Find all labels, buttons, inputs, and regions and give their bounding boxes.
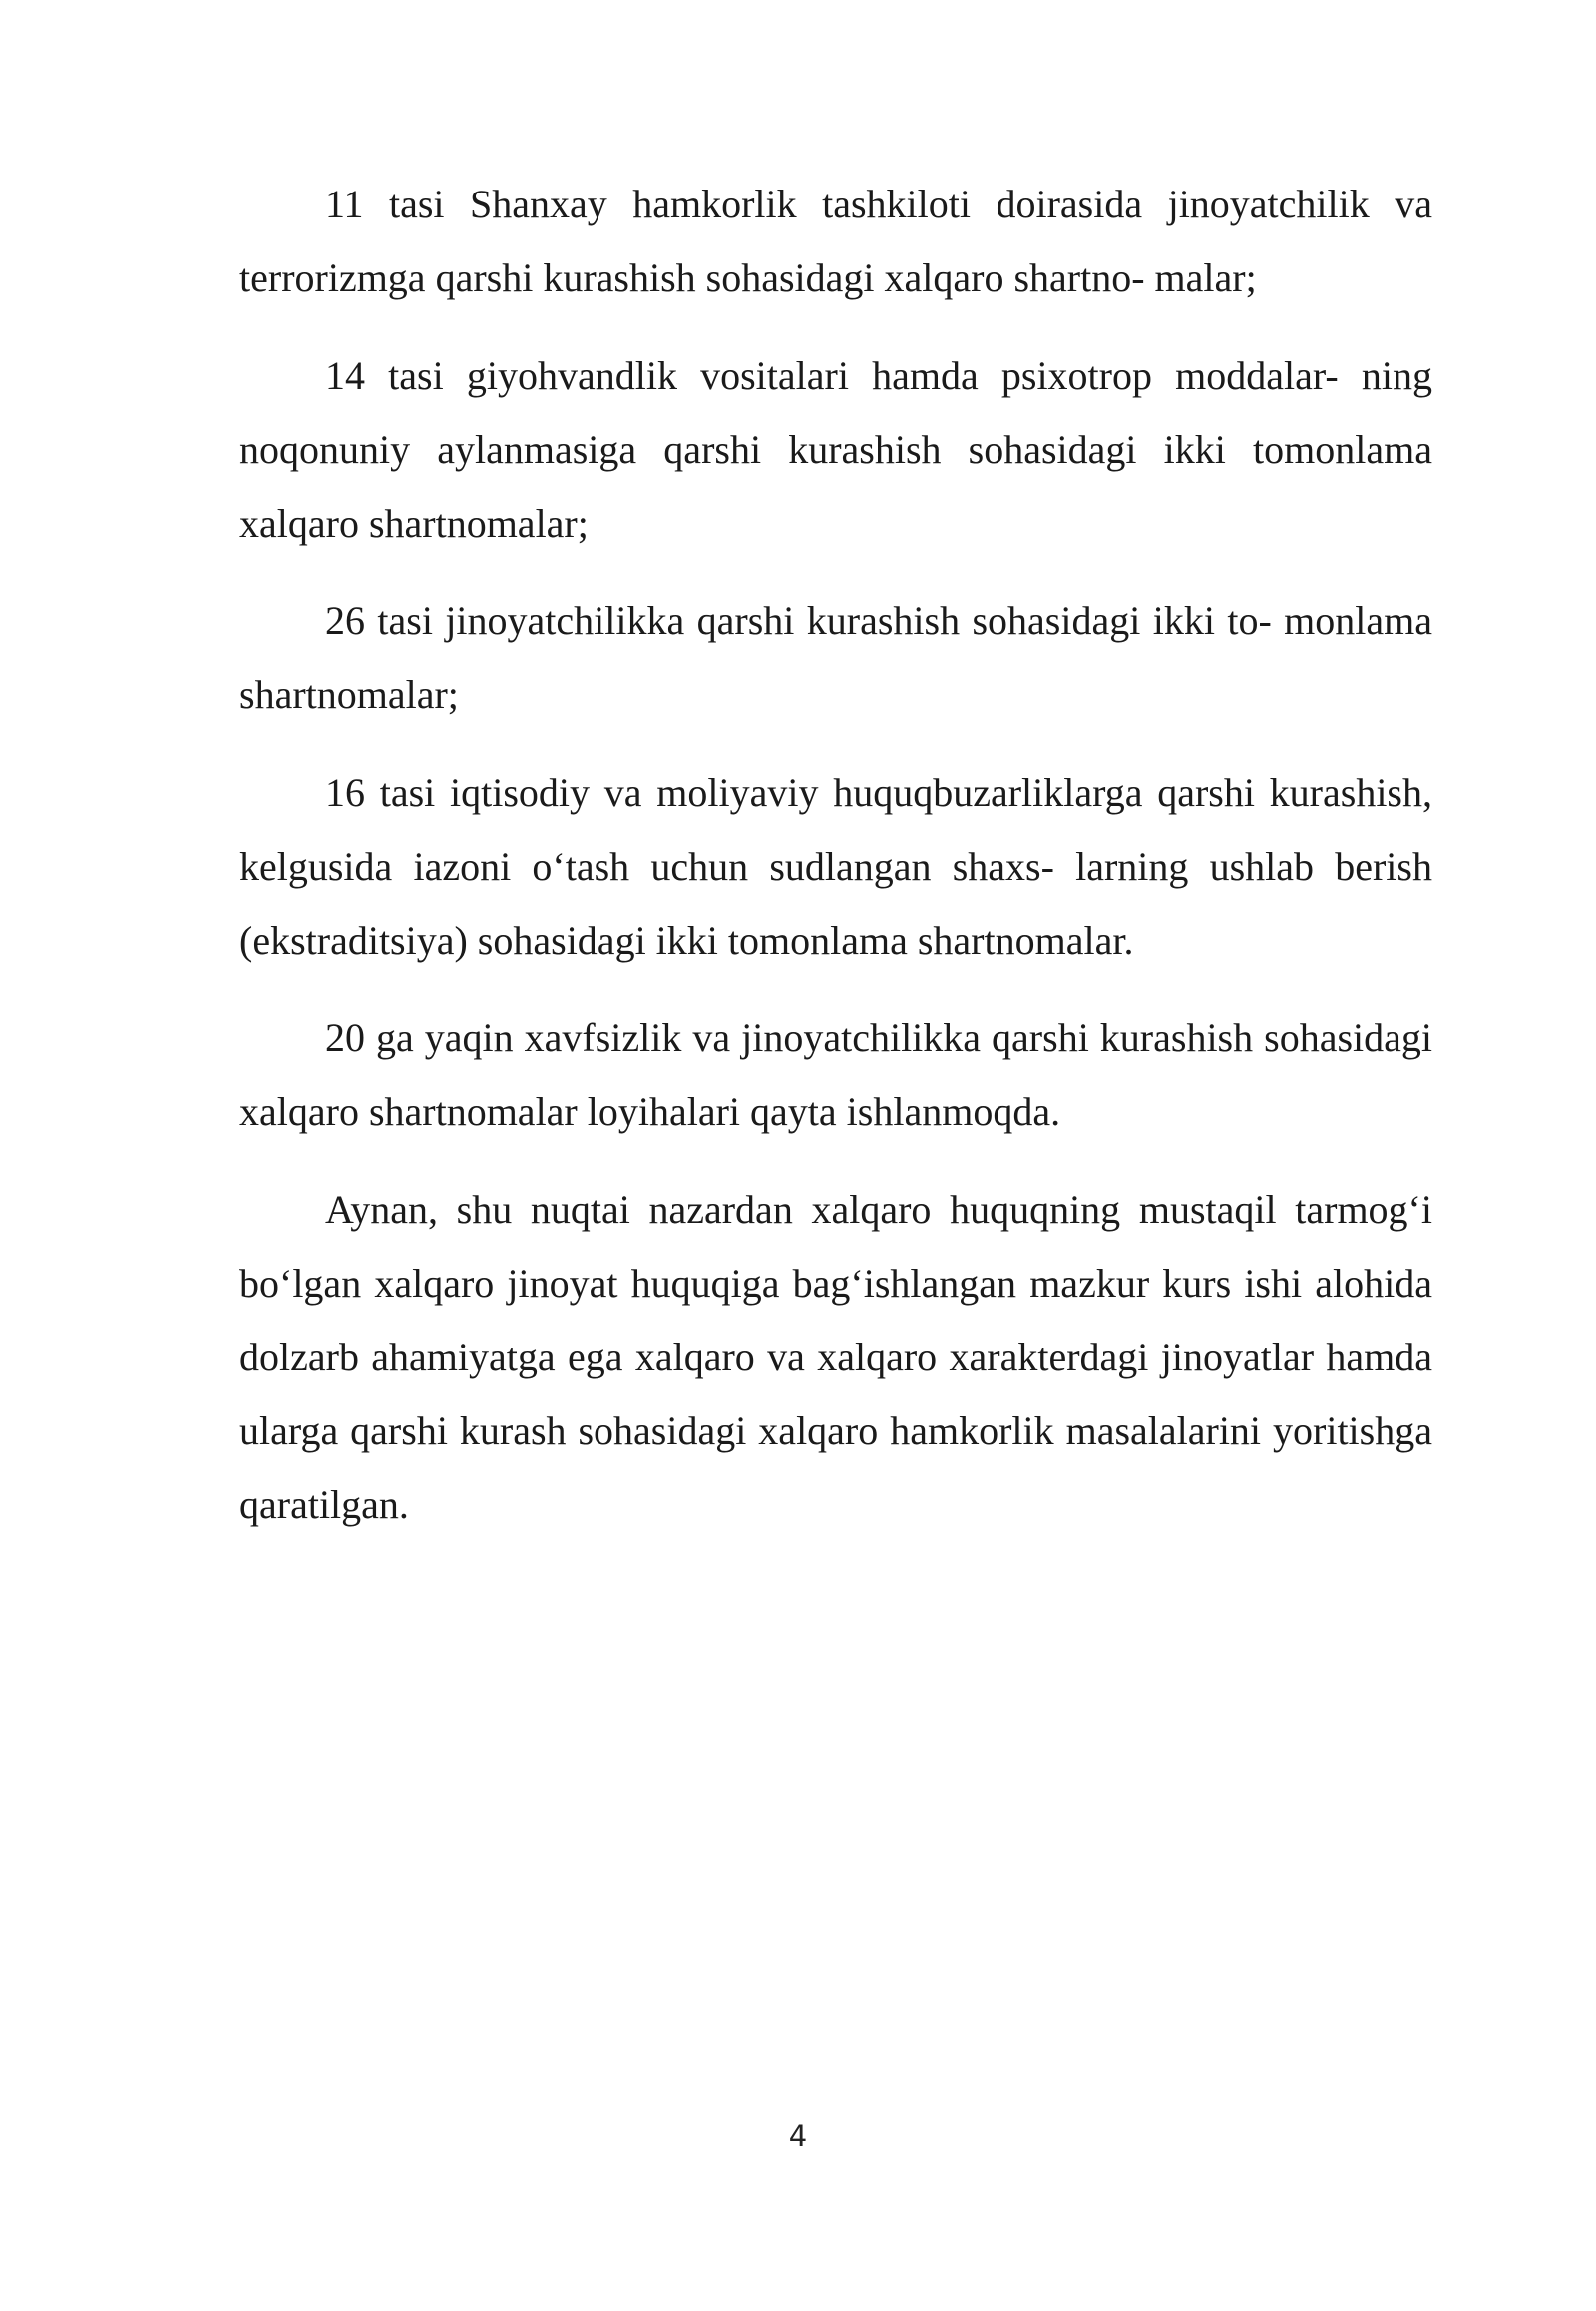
paragraph-sco-agreements: 11 tasi Shanxay hamkorlik tashkiloti doirasida jinoyatchilik va terrorizmga qarshi kurashish sohasidagi xalqaro shartno- malar;: [239, 182, 1432, 300]
document-body: [239, 168, 1432, 1566]
paragraph-extradition-agreements: 16 tasi iqtisodiy va moliyaviy huquqbuzarliklarga qarshi kurashish, kelgusida iazoni o‘tash uchun sudlangan shaxs- larning ushlab berish (ekstraditsiya) sohasidagi ikki tomonlama shartnomalar.: [239, 770, 1432, 963]
paragraph-crime-bilateral-agreements: 26 tasi jinoyatchilikka qarshi kurashish sohasidagi ikki to- monlama shartnomalar;: [239, 598, 1432, 717]
paragraph-draft-agreements: 20 ga yaqin xavfsizlik va jinoyatchilikka qarshi kurashish sohasidagi xalqaro shartnomalar loyihalari qayta ishlanmoqda.: [239, 1015, 1432, 1134]
page-number: 4: [788, 2119, 808, 2153]
paragraph-narcotics-agreements: 14 tasi giyohvandlik vositalari hamda psixotrop moddalar- ning noqonuniy aylanmasiga qarshi kurashish sohasidagi ikki tomonlama xalqaro shartnomalar;: [239, 353, 1432, 546]
paragraph-coursework-relevance: Aynan, shu nuqtai nazardan xalqaro huquqning mustaqil tarmog‘i bo‘lgan xalqaro jinoyat huquqiga bag‘ishlangan mazkur kurs ishi alohida dolzarb ahamiyatga ega xalqaro va xalqaro xarakterdagi jinoyatlar hamda ularga qarshi kurash sohasidagi xalqaro hamkorlik masalalarini yoritishga qaratilgan.: [239, 1187, 1432, 1527]
